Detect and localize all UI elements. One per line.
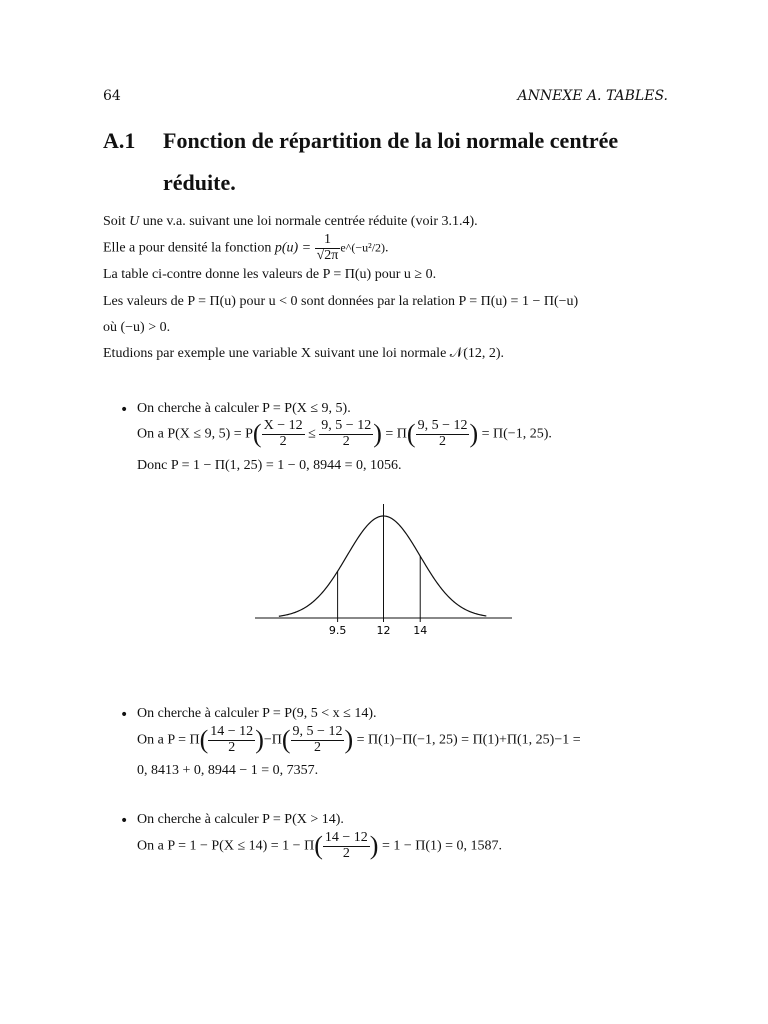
bullet-icon: • xyxy=(120,707,129,723)
chapter-title: ANNEXE A. TABLES. xyxy=(517,88,668,104)
example1-line1: On cherche à calculer P = P(X ≤ 9, 5). xyxy=(137,401,351,416)
intro-text: Soit xyxy=(103,214,130,229)
fraction-denominator: 2 xyxy=(342,845,350,861)
tick-label: 12 xyxy=(376,624,391,637)
exponent: e^(−u²/2) xyxy=(340,240,386,255)
intro-line-6: Etudions par exemple une variable X suivant une loi normale 𝒩(12, 2). xyxy=(103,346,505,361)
intro-line-4: Les valeurs de P = Π(u) pour u < 0 sont données par la relation P = Π(u) = 1 − Π(−u) xyxy=(103,294,579,309)
fraction xyxy=(291,725,345,755)
example1-line2: On a P(X ≤ 9, 5) = P( $\frac{X - 12}{2}$ ≤ $\frac{9, 5 - 12}{2}$ ) = Π( $\frac{9, 5 - 12}{2}$ ) = Π(−1, 25). xyxy=(137,418,552,449)
equation-text: ≤ xyxy=(308,426,316,442)
fraction-numerator: 1 xyxy=(315,233,341,249)
intro-line-3: La table ci-contre donne les valeurs de P = Π(u) pour u ≥ 0. xyxy=(103,267,437,282)
fraction-denominator: 2 xyxy=(314,739,321,755)
fraction xyxy=(323,831,370,861)
page-number: 64 xyxy=(103,88,121,104)
equation-text: On a P(X ≤ 9, 5) = P xyxy=(137,426,253,442)
fraction xyxy=(262,419,305,449)
fraction-numerator: X − 12 xyxy=(263,418,303,433)
normal-curve-svg xyxy=(250,500,520,650)
section-number: A.1 xyxy=(103,128,136,153)
fraction-numerator: 14 − 12 xyxy=(324,830,368,845)
fraction-numerator: 14 − 12 xyxy=(210,724,254,739)
intro-line-1 xyxy=(103,214,478,230)
example2-line1: On cherche à calculer P = P(9, 5 < x ≤ 14). xyxy=(137,706,377,721)
fraction-denominator: 2 xyxy=(342,433,350,449)
example2-line3: 0, 8413 + 0, 8944 − 1 = 0, 7357. xyxy=(137,763,319,778)
equation-text: −Π xyxy=(263,732,282,748)
tick-label: 14 xyxy=(413,624,428,637)
fraction xyxy=(208,725,255,755)
equation-text: = Π(−1, 25). xyxy=(481,426,552,442)
example3-line2: On a P = 1 − P(X ≤ 14) = 1 − Π( $\frac{14 - 12}{2}$ ) = 1 − Π(1) = 0, 1587. xyxy=(137,830,503,861)
intro-text: une v.a. suivant une loi normale centrée réduite (voir 3.1.4). xyxy=(139,214,478,229)
fraction-denominator: √2π xyxy=(316,247,339,263)
tick-label: 9.5 xyxy=(328,624,347,637)
bullet-icon: • xyxy=(120,402,129,418)
fraction xyxy=(416,419,470,449)
bullet-icon: • xyxy=(120,813,129,829)
normal-curve-figure xyxy=(250,500,520,650)
equation-text: = Π(1)−Π(−1, 25) = Π(1)+Π(1, 25)−1 = xyxy=(356,732,581,748)
equation-text: = Π xyxy=(385,426,407,442)
section-title-line1: Fonction de répartition de la loi normale centrée xyxy=(163,128,619,153)
density-fraction xyxy=(315,233,341,263)
density-curve xyxy=(279,516,486,616)
fraction xyxy=(319,419,373,449)
intro-text: Elle a pour densité la fonction xyxy=(103,240,275,256)
section-title-line2: réduite. xyxy=(163,170,236,195)
example1-line3: Donc P = 1 − Π(1, 25) = 1 − 0, 8944 = 0, 1056. xyxy=(137,458,402,473)
section-heading xyxy=(103,120,673,204)
equation-text: On a P = Π xyxy=(137,732,200,748)
equation-text: On a P = 1 − P(X ≤ 14) = 1 − Π xyxy=(137,838,315,854)
fraction-numerator: 9, 5 − 12 xyxy=(321,418,372,433)
fraction-denominator: 2 xyxy=(439,433,447,449)
fraction-numerator: 9, 5 − 12 xyxy=(417,418,468,433)
intro-line-2: Elle a pour densité la fonction p(u) = $\frac{1}{√2\pi}$ e^(−u²/2). xyxy=(103,232,389,263)
equation-text: = 1 − Π(1) = 0, 1587. xyxy=(381,838,503,854)
intro-line-5: où (−u) > 0. xyxy=(103,320,171,335)
fraction-numerator: 9, 5 − 12 xyxy=(292,724,343,739)
example3-line1: On cherche à calculer P = P(X > 14). xyxy=(137,812,344,827)
variable-u: U xyxy=(129,214,140,229)
fraction-denominator: 2 xyxy=(228,739,236,755)
example2-line2: On a P = Π( $\frac{14 - 12}{2}$ )−Π( $\frac{9, 5 - 12}{2}$ ) = Π(1)−Π(−1, 25) = Π(1)+Π(1, 25)−1 = xyxy=(137,724,581,755)
density-function: p(u) = xyxy=(274,240,312,256)
running-header xyxy=(103,88,668,104)
fraction-denominator: 2 xyxy=(279,433,287,449)
